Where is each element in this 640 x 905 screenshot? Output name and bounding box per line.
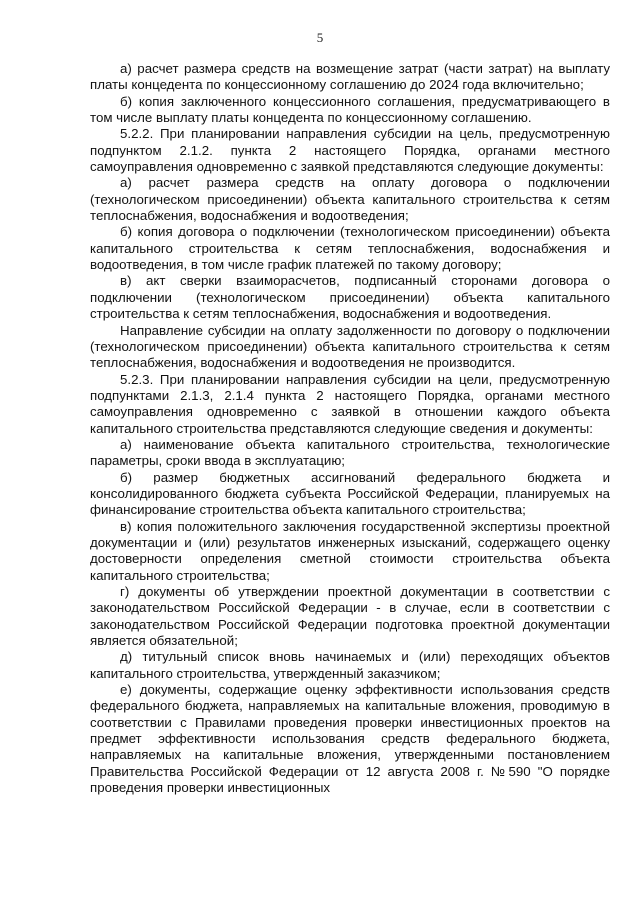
paragraph-b-concession-copy: б) копия заключенного концессионного соглашения, предусматривающего в том числе выплату платы концедента по концессионному соглашению. (90, 93, 610, 126)
paragraph-d-title-list: д) титульный список вновь начинаемых и (или) переходящих объектов капитального строительства, утвержденный заказчиком; (90, 649, 610, 681)
paragraph-b-connection-contract: б) копия договора о подключении (технологическом присоединении) объекта капитального строительства к сетям теплоснабжения, водоснабжения и водоотведения, в том числе график платежей по такому договору; (90, 224, 610, 273)
paragraph-v-expertise-copy: в) копия положительного заключения государственной экспертизы проектной документации и (или) результатов инженерных изысканий, содержащего оценку достоверности определения сметной стоимости строительства объекта капитального строительства; (90, 518, 610, 583)
paragraph-5-2-2: 5.2.2. При планировании направления субсидии на цель, предусмотренную подпунктом 2.1.2. пункта 2 настоящего Порядка, органами местного самоуправления одновременно с заявкой представляются следующие документы: (90, 126, 610, 175)
paragraph-a-connection-calc: а) расчет размера средств на оплату договора о подключении (технологическом присоединении) объекта капитального строительства к сетям теплоснабжения, водоснабжения и водоотведения; (90, 175, 610, 224)
paragraph-g-design-approval: г) документы об утверждении проектной документации в соответствии с законодательством Российской Федерации - в случае, если в соответствии с законодательством Российской Федерации подготовка проектной документации является обязательной; (90, 584, 610, 649)
paragraph-v-reconciliation-act: в) акт сверки взаиморасчетов, подписанный сторонами договора о подключении (технологическом присоединении) объекта капитального строительства к сетям теплоснабжения, водоснабжения и водоотведения. (90, 273, 610, 322)
paragraph-a-object-name: а) наименование объекта капитального строительства, технологические параметры, сроки ввода в эксплуатацию; (90, 436, 610, 469)
document-body (90, 61, 610, 796)
page-number: 5 (316, 30, 324, 45)
paragraph-debt-note: Направление субсидии на оплату задолженности по договору о подключении (технологическом присоединении) объекта капитального строительства к сетям теплоснабжения, водоснабжения и водоотведения не производится. (90, 322, 610, 371)
paragraph-b-budget-size: б) размер бюджетных ассигнований федерального бюджета и консолидированного бюджета субъекта Российской Федерации, планируемых на финансирование строительства объекта капитального строительства; (90, 469, 610, 518)
paragraph-e-efficiency-docs: е) документы, содержащие оценку эффективности использования средств федерального бюджета, направляемых на капитальные вложения, проводимую в соответствии с Правилами проведения проверки инвестиционных проектов на предмет эффективности использования средств федерального бюджета, направляемых на капитальные вложения, утвержденными постановлением Правительства Российской Федерации от 12 августа 2008 г. №590 "О порядке проведения проверки инвестиционных (90, 682, 610, 796)
paragraph-5-2-3: 5.2.3. При планировании направления субсидии на цели, предусмотренную подпунктами 2.1.3, 2.1.4 пункта 2 настоящего Порядка, органами местного самоуправления одновременно с заявкой в отношении каждого объекта капитального строительства представляются следующие сведения и документы: (90, 371, 610, 436)
paragraph-a-calc-concession: а) расчет размера средств на возмещение затрат (части затрат) на выплату платы концедента по концессионному соглашению до 2024 года включительно; (90, 61, 610, 93)
